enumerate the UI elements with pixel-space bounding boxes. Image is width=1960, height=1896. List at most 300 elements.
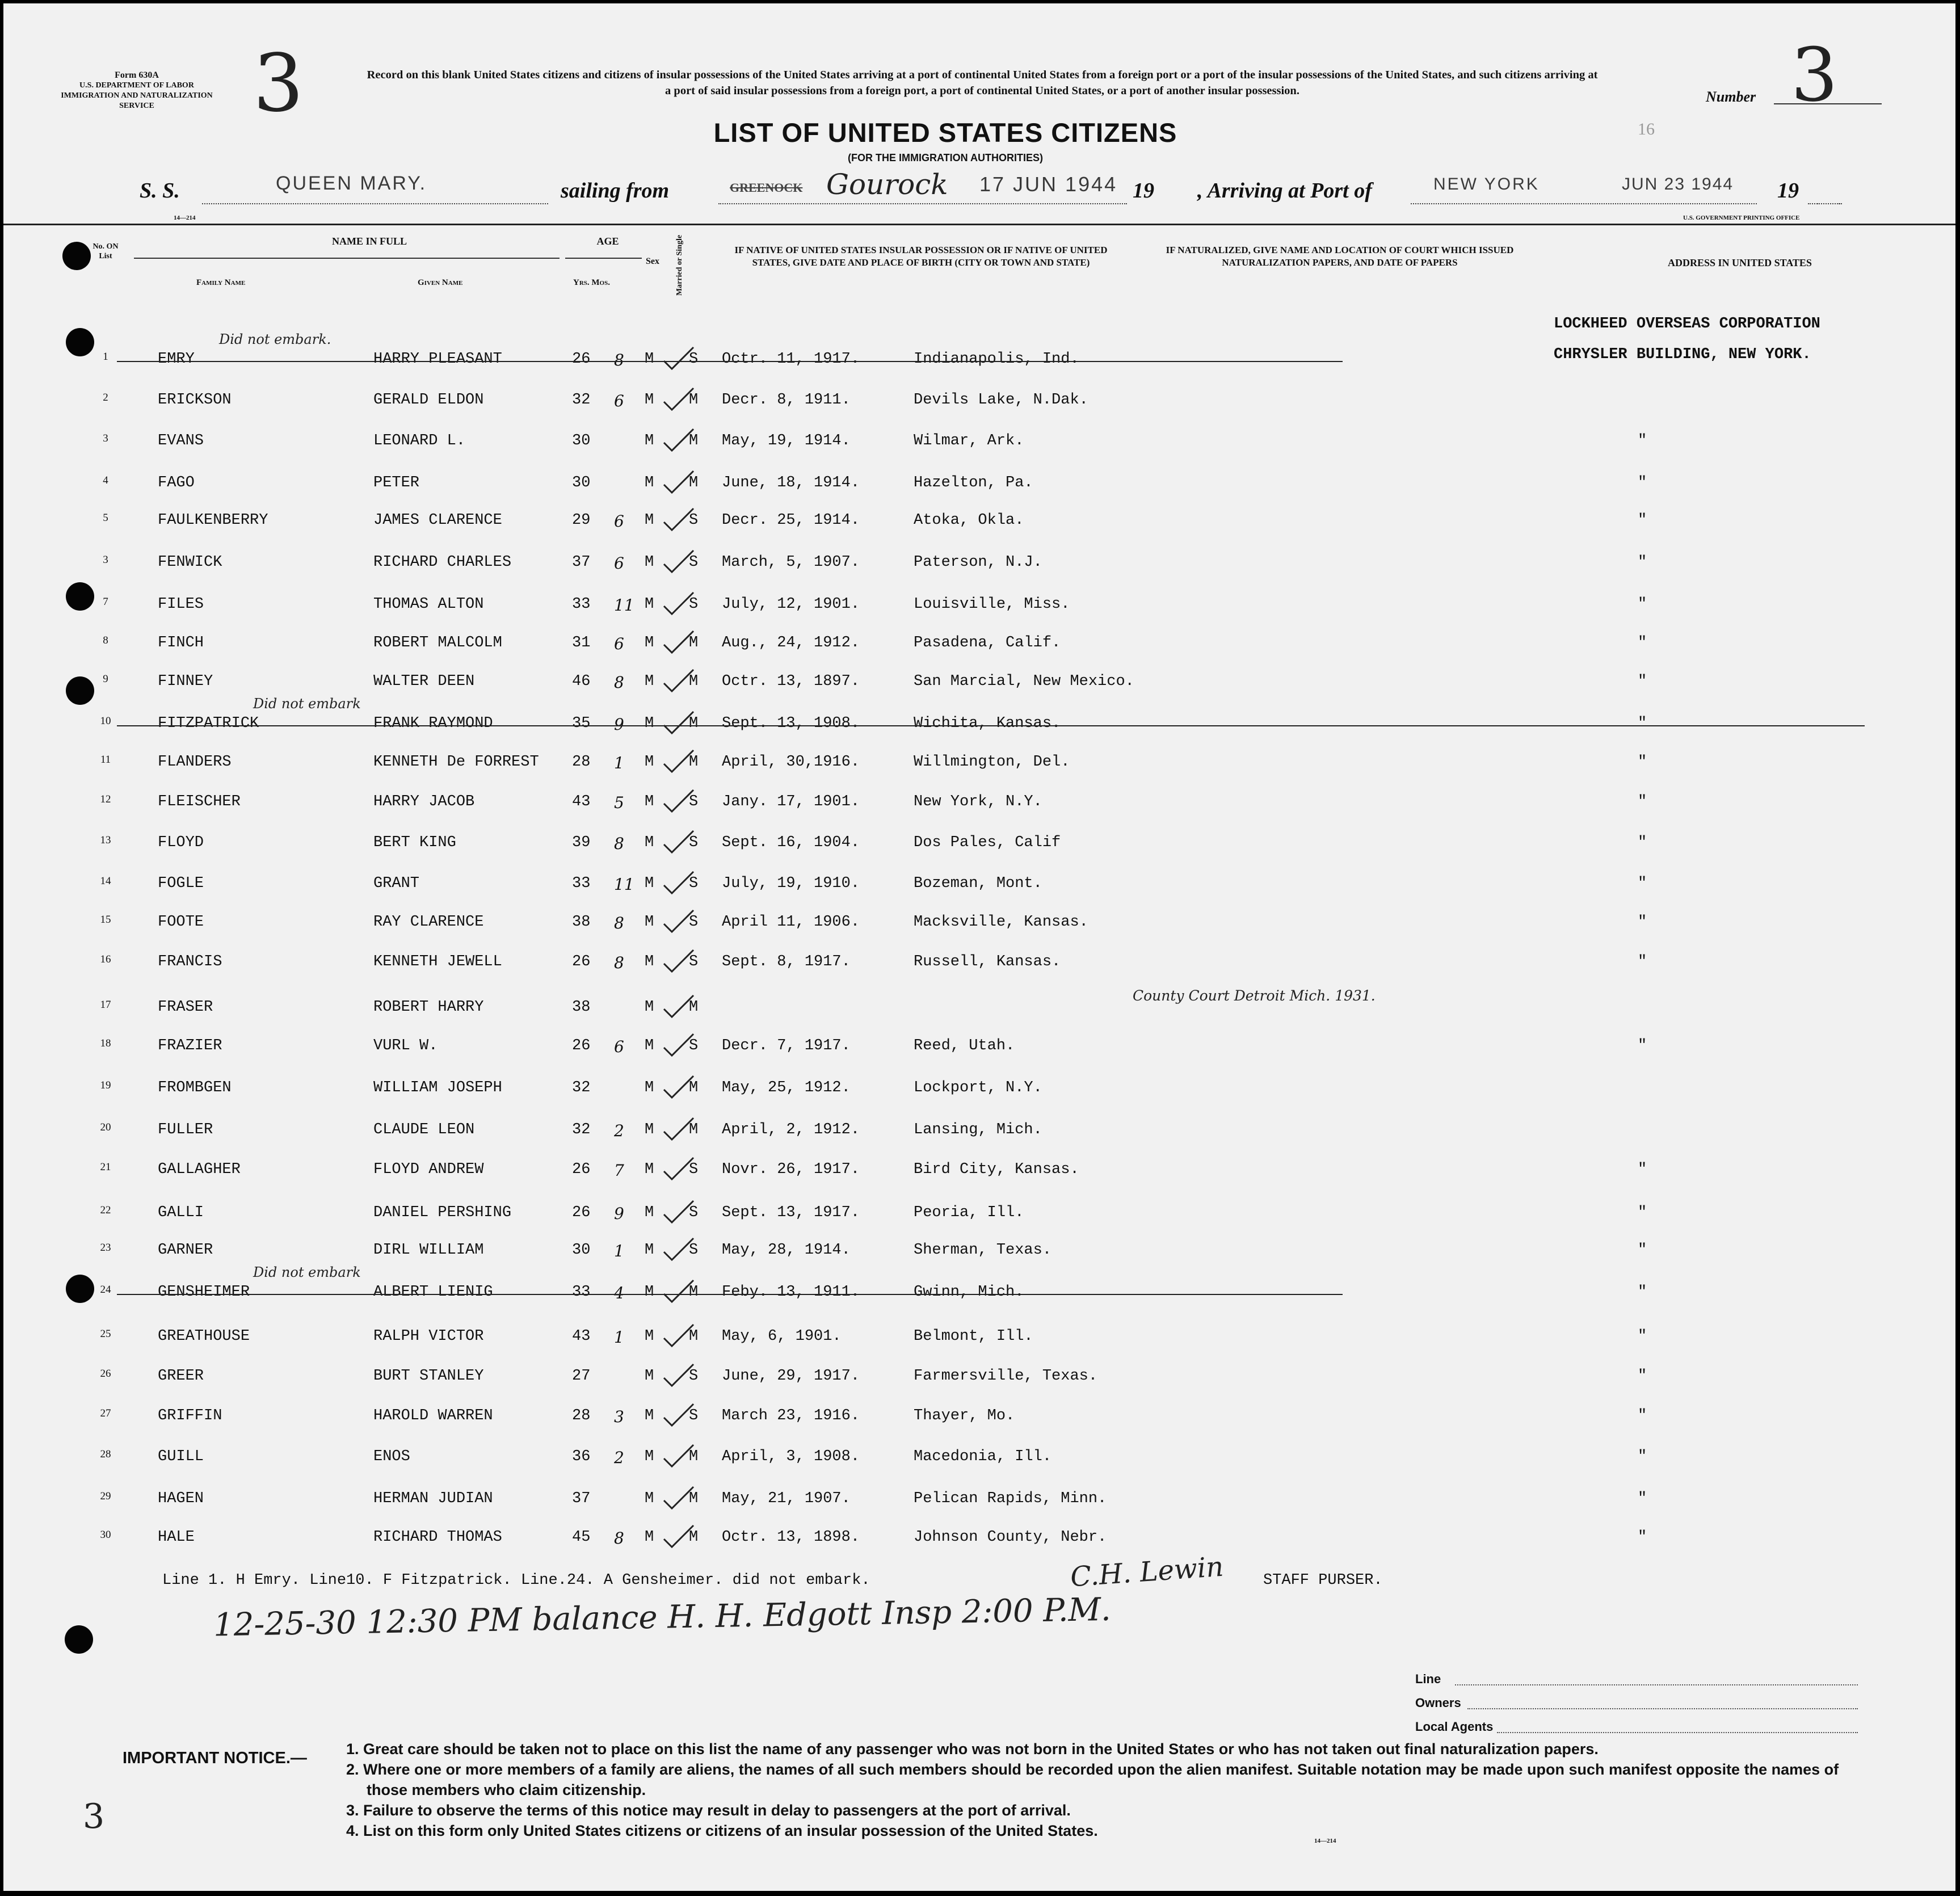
table-row <box>3 1037 1955 1078</box>
cell-given: BERT KING <box>373 834 456 851</box>
cell-family: GARNER <box>158 1242 213 1259</box>
header-age: AGE <box>596 236 619 247</box>
cell-date: Sept. 8, 1917. <box>722 953 851 970</box>
cell-mos: 2 <box>614 1448 624 1467</box>
cell-address-ditto: " <box>1638 793 1647 810</box>
cell-yrs: 38 <box>572 999 591 1016</box>
cell-mos: 6 <box>614 1037 624 1056</box>
cell-sex: M <box>645 1204 654 1221</box>
cell-sex: M <box>645 999 654 1016</box>
check-mark-icon <box>662 788 699 816</box>
cell-address-ditto: " <box>1638 1284 1647 1301</box>
cell-yrs: 37 <box>572 1490 591 1507</box>
strike-through-line <box>117 361 1343 362</box>
faint-number: 16 <box>1638 120 1655 138</box>
cell-ms: M <box>689 1490 699 1507</box>
cell-sex: M <box>645 474 654 491</box>
cell-no: 13 <box>100 834 111 846</box>
sailing-struck: GREENOCK <box>730 180 803 195</box>
check-mark-icon <box>662 667 699 696</box>
cell-ms: S <box>689 953 699 970</box>
cell-mos: 1 <box>614 1328 624 1347</box>
check-mark-icon <box>662 1443 699 1471</box>
cell-ms: S <box>689 554 699 571</box>
cell-family: FULLER <box>158 1121 213 1138</box>
cell-given: RAY CLARENCE <box>373 914 484 931</box>
cell-family: GENSHEIMER <box>158 1284 250 1301</box>
cell-sex: M <box>645 596 654 613</box>
cell-no: 30 <box>100 1529 111 1541</box>
cell-ms: S <box>689 1037 699 1054</box>
form-identifier <box>43 70 230 111</box>
cell-family: FOGLE <box>158 875 204 892</box>
cell-address-ditto: " <box>1638 554 1647 571</box>
cell-no: 19 <box>100 1079 111 1091</box>
service: IMMIGRATION AND NATURALIZATION SERVICE <box>61 91 213 110</box>
notice-items <box>346 1739 1856 1841</box>
cell-mos: 2 <box>614 1121 624 1140</box>
cell-yrs: 26 <box>572 1037 591 1054</box>
cell-date: April, 2, 1912. <box>722 1121 860 1138</box>
cell-no: 8 <box>103 634 108 646</box>
cell-given: PETER <box>373 474 420 491</box>
cell-given: WILLIAM JOSEPH <box>373 1079 502 1096</box>
cell-date: Decr. 7, 1917. <box>722 1037 851 1054</box>
cell-given: HARRY JACOB <box>373 793 475 810</box>
cell-no: 26 <box>100 1368 111 1380</box>
table-row <box>3 392 1955 432</box>
cell-yrs: 26 <box>572 1204 591 1221</box>
check-mark-icon <box>662 1199 699 1227</box>
table-row <box>3 1264 1955 1325</box>
port-line <box>1411 203 1757 204</box>
cell-date: March 23, 1916. <box>722 1407 860 1424</box>
cell-ms: M <box>689 1328 699 1345</box>
cell-place: Lockport, N.Y. <box>914 1079 1042 1096</box>
cell-given: FLOYD ANDREW <box>373 1161 484 1178</box>
cell-family: EMRY <box>158 351 195 368</box>
cell-ms: M <box>689 754 699 771</box>
cell-date: Feby. 13, 1911. <box>722 1284 860 1301</box>
table-row <box>3 793 1955 834</box>
cell-ms: M <box>689 999 699 1016</box>
cell-mos: 6 <box>614 554 624 573</box>
check-mark-icon <box>662 908 699 936</box>
cell-address-ditto: " <box>1638 1204 1647 1221</box>
cell-no: 22 <box>100 1204 111 1216</box>
cell-mos: 8 <box>614 673 624 692</box>
header-native: IF NATIVE OF UNITED STATES INSULAR POSSESSION OR IF NATIVE OF UNITED STATES, GIVE DATE AND PLACE OF BIRTH (CITY OR TOWN AND STATE) <box>734 245 1108 268</box>
cell-yrs: 33 <box>572 875 591 892</box>
cell-no: 3 <box>103 554 108 566</box>
cell-yrs: 27 <box>572 1368 591 1385</box>
ss-label: S. S. <box>140 179 180 203</box>
check-mark-icon <box>662 469 699 497</box>
cell-address-ditto: " <box>1638 875 1647 892</box>
cell-given: ALBERT LIENIG <box>373 1284 493 1301</box>
cell-family: GREER <box>158 1368 204 1385</box>
cell-given: WALTER DEEN <box>373 673 475 690</box>
cell-yrs: 32 <box>572 1079 591 1096</box>
cell-given: ENOS <box>373 1448 410 1465</box>
cell-no: 4 <box>103 474 108 486</box>
table-row <box>3 331 1955 392</box>
cell-address-ditto: " <box>1638 1407 1647 1424</box>
cell-given: GRANT <box>373 875 420 892</box>
cell-date: April, 30,1916. <box>722 754 860 771</box>
header-given-name: Given Name <box>418 278 463 287</box>
cell-given: CLAUDE LEON <box>373 1121 475 1138</box>
year-label-2: 19 <box>1777 179 1799 203</box>
cell-given: GERALD ELDON <box>373 392 484 409</box>
table-row <box>3 554 1955 595</box>
cell-ms: S <box>689 1407 699 1424</box>
punch-hole <box>62 242 91 270</box>
cell-sex: M <box>645 1529 654 1546</box>
table-row <box>3 696 1955 756</box>
table-row <box>3 1529 1955 1570</box>
cell-family: GALLAGHER <box>158 1161 241 1178</box>
cell-given: VURL W. <box>373 1037 438 1054</box>
number-value: 3 <box>1791 32 1838 118</box>
check-mark-icon <box>662 748 699 776</box>
table-row <box>3 953 1955 994</box>
cell-date: June, 29, 1917. <box>722 1368 860 1385</box>
cell-place: Wilmar, Ark. <box>914 432 1024 449</box>
cell-no: 1 <box>103 351 108 363</box>
cell-given: HAROLD WARREN <box>373 1407 493 1424</box>
table-row <box>3 1121 1955 1162</box>
cell-yrs: 28 <box>572 754 591 771</box>
check-mark-icon <box>662 1523 699 1552</box>
cell-family: FLEISCHER <box>158 793 241 810</box>
cell-family: HAGEN <box>158 1490 204 1507</box>
cell-ms: S <box>689 351 699 368</box>
cell-sex: M <box>645 715 654 732</box>
cell-address-ditto: " <box>1638 715 1647 732</box>
cell-no: 17 <box>100 999 111 1011</box>
cell-sex: M <box>645 1490 654 1507</box>
cell-address-ditto: " <box>1638 673 1647 690</box>
cell-place: Indianapolis, Ind. <box>914 351 1079 368</box>
cell-yrs: 26 <box>572 1161 591 1178</box>
cell-no: 9 <box>103 673 108 685</box>
cell-date: May, 6, 1901. <box>722 1328 842 1345</box>
cell-address-ditto: " <box>1638 1368 1647 1385</box>
cell-address-ditto: " <box>1638 953 1647 970</box>
owners-field <box>1467 1708 1858 1709</box>
table-row <box>3 512 1955 553</box>
cell-yrs: 43 <box>572 793 591 810</box>
cell-given: HERMAN JUDIAN <box>373 1490 493 1507</box>
cell-yrs: 31 <box>572 634 591 651</box>
cell-ms: S <box>689 834 699 851</box>
header-yrs-mos: Yrs. Mos. <box>573 278 610 287</box>
table-row <box>3 1407 1955 1448</box>
cell-ms: S <box>689 596 699 613</box>
cell-date: Aug., 24, 1912. <box>722 634 860 651</box>
cell-date: Sept. 16, 1904. <box>722 834 860 851</box>
cell-family: FENWICK <box>158 554 222 571</box>
cell-date: Octr. 13, 1897. <box>722 673 860 690</box>
cell-date: May, 19, 1914. <box>722 432 851 449</box>
cell-sex: M <box>645 914 654 931</box>
footer-purser: STAFF PURSER. <box>1263 1572 1383 1589</box>
header-address: ADDRESS IN UNITED STATES <box>1668 257 1812 268</box>
cell-date: Octr. 11, 1917. <box>722 351 860 368</box>
header-no: No. ON List <box>92 242 119 260</box>
footer-sheet-number: 3 <box>83 1797 105 1836</box>
cell-mos: 8 <box>614 351 624 369</box>
cell-family: FLANDERS <box>158 754 232 771</box>
cell-address-ditto: " <box>1638 512 1647 529</box>
cell-place: New York, N.Y. <box>914 793 1042 810</box>
cell-mos: 9 <box>614 1204 624 1223</box>
cell-yrs: 32 <box>572 392 591 409</box>
table-row <box>3 1161 1955 1202</box>
print-code-bottom: 14—214 <box>1314 1838 1336 1844</box>
cell-yrs: 29 <box>572 512 591 529</box>
cell-yrs: 45 <box>572 1529 591 1546</box>
punch-hole <box>65 1625 93 1654</box>
cell-no: 29 <box>100 1490 111 1502</box>
cell-family: GRIFFIN <box>158 1407 222 1424</box>
year-line-2 <box>1817 203 1840 204</box>
check-mark-icon <box>662 386 699 414</box>
cell-given: ROBERT MALCOLM <box>373 634 502 651</box>
cell-ms: S <box>689 875 699 892</box>
cell-ms: M <box>689 392 699 409</box>
cell-ms: S <box>689 1204 699 1221</box>
header-name-in-full: NAME IN FULL <box>331 236 407 247</box>
table-row <box>3 1079 1955 1120</box>
agents-field <box>1497 1732 1858 1733</box>
cell-family: GUILL <box>158 1448 204 1465</box>
cell-yrs: 33 <box>572 1284 591 1301</box>
inspector-notation: 12-25-30 12:30 PM balance H. H. Edgott Insp 2:00 P.M. <box>213 1591 1112 1644</box>
purser-signature: C.H. Lewin <box>1069 1550 1225 1594</box>
cell-sex: M <box>645 1079 654 1096</box>
footer-summary: Line 1. H Emry. Line10. F Fitzpatrick. Line.24. A Gensheimer. did not embark. <box>162 1572 870 1589</box>
cell-address-ditto: " <box>1638 1037 1647 1054</box>
owners-label: Owners <box>1415 1696 1461 1710</box>
cell-no: 5 <box>103 512 108 524</box>
header-name-rule <box>134 258 560 259</box>
cell-place: Peoria, Ill. <box>914 1204 1024 1221</box>
ship-name: QUEEN MARY. <box>276 173 427 194</box>
cell-no: 14 <box>100 875 111 887</box>
cell-date: June, 18, 1914. <box>722 474 860 491</box>
cell-place: Louisville, Miss. <box>914 596 1070 613</box>
year-label-1: 19 <box>1133 179 1154 203</box>
cell-mos: 1 <box>614 754 624 772</box>
cell-no: 24 <box>100 1284 111 1296</box>
check-mark-icon <box>662 1278 699 1306</box>
cell-place: Sherman, Texas. <box>914 1242 1052 1259</box>
cell-date: May, 25, 1912. <box>722 1079 851 1096</box>
cell-family: FRANCIS <box>158 953 222 970</box>
cell-date: Decr. 8, 1911. <box>722 392 851 409</box>
cell-sex: M <box>645 793 654 810</box>
cell-family: FRASER <box>158 999 213 1016</box>
check-mark-icon <box>662 993 699 1021</box>
table-row <box>3 875 1955 916</box>
page-subtitle: (FOR THE IMMIGRATION AUTHORITIES) <box>848 152 1043 163</box>
cell-ms: S <box>689 793 699 810</box>
table-row <box>3 914 1955 955</box>
cell-place: Hazelton, Pa. <box>914 474 1033 491</box>
check-mark-icon <box>662 345 699 373</box>
cell-yrs: 43 <box>572 1328 591 1345</box>
cell-family: FAULKENBERRY <box>158 512 268 529</box>
cell-no: 25 <box>100 1328 111 1340</box>
cell-date: May, 21, 1907. <box>722 1490 851 1507</box>
cell-yrs: 46 <box>572 673 591 690</box>
cell-place: Bozeman, Mont. <box>914 875 1042 892</box>
cell-yrs: 30 <box>572 1242 591 1259</box>
cell-date: April, 3, 1908. <box>722 1448 860 1465</box>
table-row <box>3 596 1955 637</box>
cell-mos: 6 <box>614 634 624 653</box>
cell-place: Russell, Kansas. <box>914 953 1061 970</box>
cell-address-ditto: " <box>1638 1328 1647 1345</box>
check-mark-icon <box>662 427 699 455</box>
cell-yrs: 26 <box>572 351 591 368</box>
cell-mos: 11 <box>614 875 634 894</box>
cell-date: March, 5, 1907. <box>722 554 860 571</box>
cell-sex: M <box>645 351 654 368</box>
check-mark-icon <box>662 548 699 577</box>
cell-given: JAMES CLARENCE <box>373 512 502 529</box>
cell-family: GALLI <box>158 1204 204 1221</box>
table-row <box>3 1204 1955 1245</box>
cell-no: 20 <box>100 1121 111 1133</box>
cell-mos: 6 <box>614 392 624 410</box>
header-rule <box>3 224 1955 225</box>
cell-place: Macedonia, Ill. <box>914 1448 1052 1465</box>
check-mark-icon <box>662 1155 699 1184</box>
cell-date: Octr. 13, 1898. <box>722 1529 860 1546</box>
cell-family: HALE <box>158 1529 195 1546</box>
strike-through-line <box>117 725 1865 726</box>
cell-yrs: 37 <box>572 554 591 571</box>
cell-yrs: 28 <box>572 1407 591 1424</box>
cell-no: 3 <box>103 432 108 444</box>
table-row <box>3 634 1955 675</box>
line-label: Line <box>1415 1672 1441 1686</box>
cell-mos: 5 <box>614 793 624 812</box>
cell-mos: 1 <box>614 1242 624 1260</box>
cell-mos: 8 <box>614 834 624 853</box>
sailing-date: 17 JUN 1944 <box>979 173 1118 196</box>
check-mark-icon <box>662 629 699 657</box>
cell-mos: 4 <box>614 1284 624 1302</box>
cell-ms: M <box>689 432 699 449</box>
table-row <box>3 754 1955 794</box>
notice-item-4: 4. List on this form only United States citizens or citizens of an insular possession of the United States. <box>346 1822 1098 1839</box>
cell-mos: 3 <box>614 1407 624 1426</box>
manifest-sheet <box>3 3 1955 1891</box>
check-mark-icon <box>662 948 699 976</box>
did-not-embark-note: Did not embark <box>253 1264 361 1280</box>
cell-address-ditto: " <box>1638 1490 1647 1507</box>
cell-place: Farmersville, Texas. <box>914 1368 1098 1385</box>
cell-given: KENNETH JEWELL <box>373 953 502 970</box>
check-mark-icon <box>662 869 699 898</box>
cell-given: ROBERT HARRY <box>373 999 484 1016</box>
table-row <box>3 834 1955 875</box>
check-mark-icon <box>662 1074 699 1102</box>
cell-place: San Marcial, New Mexico. <box>914 673 1134 690</box>
cell-place: Belmont, Ill. <box>914 1328 1033 1345</box>
cell-nat: County Court Detroit Mich. 1931. <box>1133 987 1376 1004</box>
header-family-name: Family Name <box>196 278 246 287</box>
cell-address-ditto: " <box>1638 914 1647 931</box>
cell-ms: S <box>689 914 699 931</box>
cell-place: Reed, Utah. <box>914 1037 1015 1054</box>
cell-date: Sept. 13, 1908. <box>722 715 860 732</box>
check-mark-icon <box>662 1032 699 1060</box>
table-row <box>3 1368 1955 1409</box>
header-age-rule <box>565 258 642 259</box>
check-mark-icon <box>662 1402 699 1430</box>
cell-no: 11 <box>100 754 111 766</box>
cell-date: April 11, 1906. <box>722 914 860 931</box>
cell-place: Dos Pales, Calif <box>914 834 1061 851</box>
cell-family: FROMBGEN <box>158 1079 232 1096</box>
notice-item-2: 2. Where one or more members of a family are aliens, the names of all such members should be recorded upon the alien manifest. Suitable notation may be made upon such manifest opposite the names of those members who claim citizenship. <box>346 1761 1839 1798</box>
strike-through-line <box>117 1294 1343 1295</box>
cell-no: 10 <box>100 715 111 727</box>
cell-yrs: 26 <box>572 953 591 970</box>
cell-yrs: 32 <box>572 1121 591 1138</box>
cell-sex: M <box>645 834 654 851</box>
print-code-top: 14—214 <box>174 215 196 221</box>
cell-sex: M <box>645 432 654 449</box>
cell-place: Thayer, Mo. <box>914 1407 1015 1424</box>
cell-sex: M <box>645 1121 654 1138</box>
cell-ms: M <box>689 1529 699 1546</box>
cell-sex: M <box>645 1242 654 1259</box>
cell-sex: M <box>645 673 654 690</box>
cell-family: GREATHOUSE <box>158 1328 250 1345</box>
did-not-embark-note: Did not embark <box>253 696 361 712</box>
cell-ms: S <box>689 1368 699 1385</box>
cell-address-ditto: " <box>1638 596 1647 613</box>
cell-ms: M <box>689 715 699 732</box>
cell-place: Wichita, Kansas. <box>914 715 1061 732</box>
check-mark-icon <box>662 1485 699 1513</box>
table-row <box>3 1448 1955 1489</box>
arrival-date: JUN 23 1944 <box>1622 175 1734 194</box>
cell-date: Novr. 26, 1917. <box>722 1161 860 1178</box>
gpo-note: U.S. GOVERNMENT PRINTING OFFICE <box>1683 215 1800 221</box>
cell-sex: M <box>645 1368 654 1385</box>
cell-address-ditto: " <box>1638 1161 1647 1178</box>
cell-given: RICHARD THOMAS <box>373 1529 502 1546</box>
cell-place: Bird City, Kansas. <box>914 1161 1079 1178</box>
arriving-label: , Arriving at Port of <box>1197 179 1372 203</box>
cell-no: 28 <box>100 1448 111 1460</box>
cell-place: Gwinn, Mich. <box>914 1284 1024 1301</box>
cell-address-ditto: " <box>1638 1529 1647 1546</box>
cell-sex: M <box>645 1448 654 1465</box>
sailing-line <box>718 203 1127 204</box>
cell-ms: M <box>689 1448 699 1465</box>
cell-place: Macksville, Kansas. <box>914 914 1088 931</box>
cell-given: FRANK RAYMOND <box>373 715 493 732</box>
header-sex: Sex <box>646 257 659 266</box>
